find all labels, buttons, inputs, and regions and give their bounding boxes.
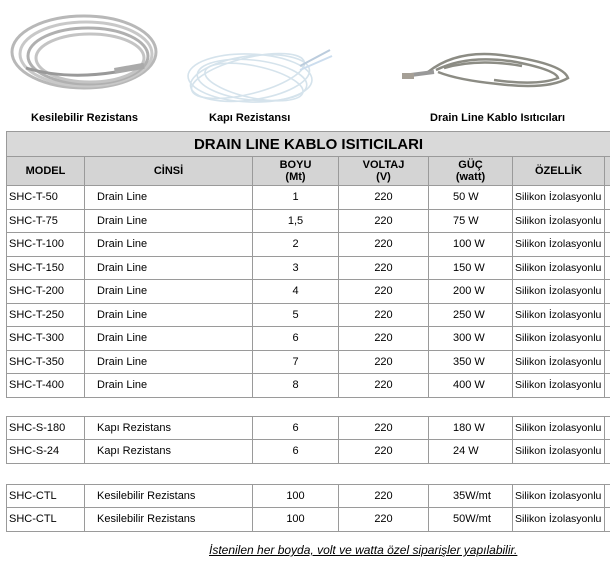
drain-line-cable-image <box>398 42 583 104</box>
product-caption-2: Kapı Rezistansı <box>209 112 291 124</box>
cuttable-heater-group <box>7 484 610 531</box>
cell-extra <box>605 186 610 210</box>
cell-feature: Silikon İzolasyonlu <box>513 416 605 440</box>
cell-model: SHC-T-150 <box>7 256 85 280</box>
cell-model: SHC-CTL <box>7 484 85 508</box>
footnote: İstenilen her boyda, volt ve watta özel siparişler yapılabilir. <box>209 543 518 557</box>
cell-feature: Silikon İzolasyonlu <box>513 327 605 351</box>
cell-voltage: 220 <box>339 233 429 257</box>
cell-feature: Silikon İzolasyonlu <box>513 508 605 532</box>
cell-power: 180 W <box>429 416 513 440</box>
cell-feature: Silikon İzolasyonlu <box>513 440 605 464</box>
cell-type: Drain Line <box>85 280 253 304</box>
cell-voltage: 220 <box>339 209 429 233</box>
cell-model: SHC-T-300 <box>7 327 85 351</box>
cell-voltage: 220 <box>339 416 429 440</box>
cell-extra <box>605 303 610 327</box>
cell-type: Drain Line <box>85 186 253 210</box>
cell-length: 6 <box>253 440 339 464</box>
cell-power: 300 W <box>429 327 513 351</box>
cell-type: Drain Line <box>85 374 253 398</box>
cell-type: Kapı Rezistans <box>85 416 253 440</box>
cell-power: 150 W <box>429 256 513 280</box>
header-power: GÜÇ (watt) <box>429 157 513 186</box>
cell-extra <box>605 350 610 374</box>
header-extra <box>605 157 610 186</box>
cell-type: Drain Line <box>85 350 253 374</box>
cell-length: 3 <box>253 256 339 280</box>
cell-feature: Silikon İzolasyonlu <box>513 280 605 304</box>
white-wire-image <box>180 42 340 114</box>
cell-extra <box>605 508 610 532</box>
table-row <box>7 303 610 327</box>
cell-power: 35W/mt <box>429 484 513 508</box>
cell-voltage: 220 <box>339 186 429 210</box>
cell-voltage: 220 <box>339 327 429 351</box>
cell-model: SHC-S-24 <box>7 440 85 464</box>
cell-type: Drain Line <box>85 233 253 257</box>
cell-model: SHC-T-250 <box>7 303 85 327</box>
group-spacer <box>7 463 610 484</box>
table-row <box>7 327 610 351</box>
table-row <box>7 440 610 464</box>
cell-extra <box>605 484 610 508</box>
header-length: BOYU (Mt) <box>253 157 339 186</box>
cell-length: 6 <box>253 327 339 351</box>
coiled-cable-image <box>6 10 166 100</box>
table-row <box>7 416 610 440</box>
table-row <box>7 350 610 374</box>
cell-extra <box>605 440 610 464</box>
cell-voltage: 220 <box>339 350 429 374</box>
header-feature: ÖZELLİK <box>513 157 605 186</box>
cell-feature: Silikon İzolasyonlu <box>513 256 605 280</box>
cell-power: 75 W <box>429 209 513 233</box>
cell-length: 1 <box>253 186 339 210</box>
table-row <box>7 508 610 532</box>
cell-power: 50 W <box>429 186 513 210</box>
cell-type: Drain Line <box>85 209 253 233</box>
cell-voltage: 220 <box>339 374 429 398</box>
product-photos <box>0 0 610 130</box>
header-voltage: VOLTAJ (V) <box>339 157 429 186</box>
drain-line-group <box>7 186 610 398</box>
cell-voltage: 220 <box>339 256 429 280</box>
cell-length: 8 <box>253 374 339 398</box>
cell-extra <box>605 256 610 280</box>
cell-power: 200 W <box>429 280 513 304</box>
cell-length: 6 <box>253 416 339 440</box>
cell-power: 350 W <box>429 350 513 374</box>
cell-extra <box>605 374 610 398</box>
table-row <box>7 484 610 508</box>
product-caption-3: Drain Line Kablo Isıtıcıları <box>430 112 566 124</box>
cell-model: SHC-T-75 <box>7 209 85 233</box>
cell-feature: Silikon İzolasyonlu <box>513 186 605 210</box>
cell-voltage: 220 <box>339 484 429 508</box>
cell-model: SHC-T-50 <box>7 186 85 210</box>
cell-feature: Silikon İzolasyonlu <box>513 484 605 508</box>
cell-feature: Silikon İzolasyonlu <box>513 303 605 327</box>
cell-length: 5 <box>253 303 339 327</box>
cell-length: 1,5 <box>253 209 339 233</box>
table-row <box>7 280 610 304</box>
cell-model: SHC-S-180 <box>7 416 85 440</box>
cell-model: SHC-T-100 <box>7 233 85 257</box>
table-row <box>7 209 610 233</box>
cell-type: Kesilebilir Rezistans <box>85 508 253 532</box>
cell-power: 100 W <box>429 233 513 257</box>
cell-type: Kapı Rezistans <box>85 440 253 464</box>
cell-voltage: 220 <box>339 508 429 532</box>
cell-type: Drain Line <box>85 327 253 351</box>
table-row <box>7 233 610 257</box>
cell-length: 100 <box>253 484 339 508</box>
cell-voltage: 220 <box>339 440 429 464</box>
cell-extra <box>605 327 610 351</box>
table-header-row <box>7 157 610 186</box>
cell-power: 50W/mt <box>429 508 513 532</box>
header-model: MODEL <box>7 157 85 186</box>
table-row <box>7 186 610 210</box>
cell-length: 7 <box>253 350 339 374</box>
cell-power: 24 W <box>429 440 513 464</box>
cell-feature: Silikon İzolasyonlu <box>513 233 605 257</box>
group-spacer <box>7 397 610 416</box>
cell-feature: Silikon İzolasyonlu <box>513 374 605 398</box>
cell-type: Drain Line <box>85 303 253 327</box>
product-caption-1: Kesilebilir Rezistans <box>31 112 138 124</box>
header-type: CİNSİ <box>85 157 253 186</box>
table-row <box>7 374 610 398</box>
cell-power: 250 W <box>429 303 513 327</box>
cell-model: SHC-CTL <box>7 508 85 532</box>
cell-extra <box>605 233 610 257</box>
cell-length: 4 <box>253 280 339 304</box>
cell-voltage: 220 <box>339 280 429 304</box>
cell-voltage: 220 <box>339 303 429 327</box>
table-title: DRAIN LINE KABLO ISITICILARI <box>7 132 610 157</box>
cell-extra <box>605 280 610 304</box>
door-heater-group <box>7 416 610 463</box>
cell-length: 2 <box>253 233 339 257</box>
cell-model: SHC-T-350 <box>7 350 85 374</box>
cell-length: 100 <box>253 508 339 532</box>
cell-feature: Silikon İzolasyonlu <box>513 209 605 233</box>
cell-extra <box>605 209 610 233</box>
cell-type: Kesilebilir Rezistans <box>85 484 253 508</box>
table-row <box>7 256 610 280</box>
cell-type: Drain Line <box>85 256 253 280</box>
cell-model: SHC-T-400 <box>7 374 85 398</box>
cell-model: SHC-T-200 <box>7 280 85 304</box>
products-table <box>6 131 610 532</box>
table-title-row <box>7 132 610 157</box>
cell-power: 400 W <box>429 374 513 398</box>
cell-extra <box>605 416 610 440</box>
cell-feature: Silikon İzolasyonlu <box>513 350 605 374</box>
